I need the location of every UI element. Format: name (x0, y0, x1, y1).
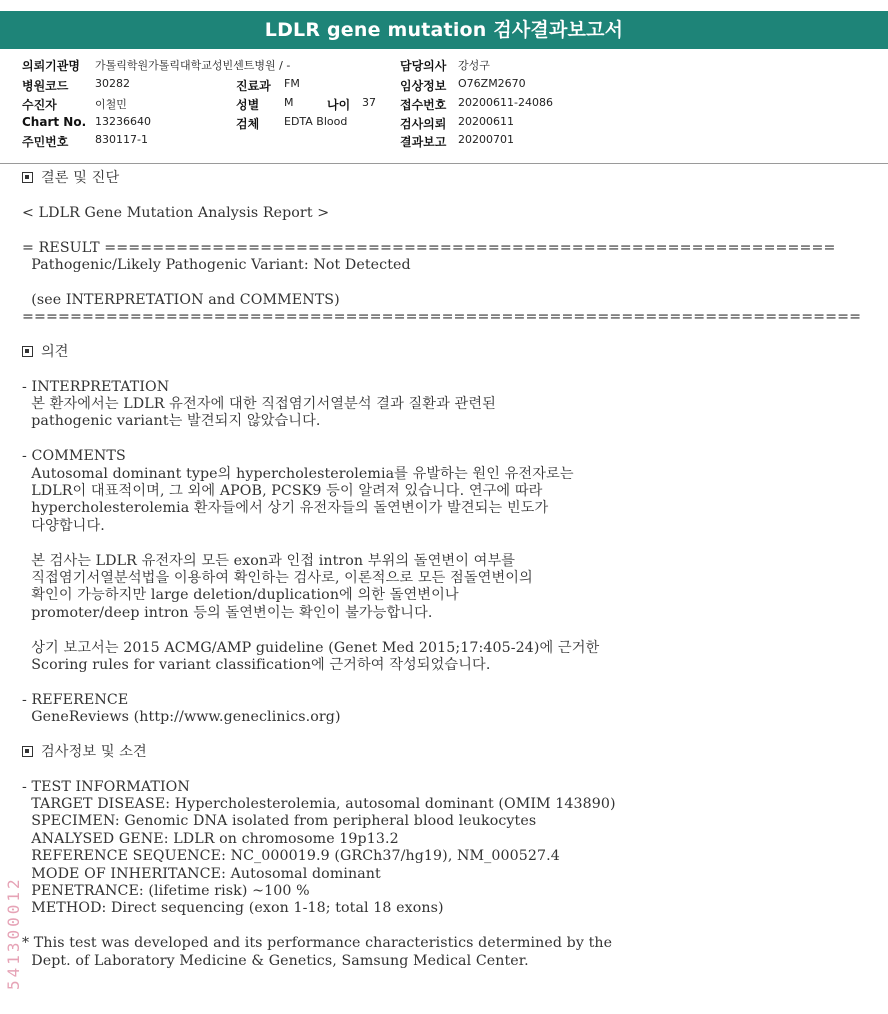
report-line: pathogenic variant는 발견되지 않았습니다. (22, 413, 321, 430)
request-date-value: 20200611 (458, 115, 514, 128)
report-line: PENETRANCE: (lifetime risk) ~100 % (22, 883, 310, 900)
side-stamp-number: 541300012 (4, 876, 23, 990)
report-line: TARGET DISEASE: Hypercholesterolemia, autosomal dominant (OMIM 143890) (22, 796, 616, 813)
sex-label: 성별 (236, 98, 260, 112)
report-line: * This test was developed and its performance characteristics determined by the (22, 935, 613, 952)
section-square-icon (22, 746, 33, 757)
receipt-no-label: 접수번호 (400, 98, 447, 112)
report-line: < LDLR Gene Mutation Analysis Report > (22, 204, 330, 221)
receipt-no-value: 20200611-24086 (458, 96, 553, 109)
sex-value: M (284, 96, 294, 109)
report-line: SPECIMEN: Genomic DNA isolated from peripheral blood leukocytes (22, 813, 537, 830)
report-line: METHOD: Direct sequencing (exon 1-18; total 18 exons) (22, 900, 444, 917)
report-line: Dept. of Laboratory Medicine & Genetics, Samsung Medical Center. (22, 952, 529, 969)
clinical-info-value: O76ZM2670 (458, 77, 526, 90)
hospital-code-value: 30282 (95, 77, 130, 90)
report-date-label: 결과보고 (400, 135, 447, 149)
header-divider (0, 163, 888, 164)
report-line: Autosomal dominant type의 hypercholesterolemia를 유발하는 원인 유전자로는 (22, 465, 574, 482)
blank-line (22, 761, 872, 778)
report-line: hypercholesterolemia 환자들에서 상기 유전자들의 돌연변이가 발견되는 빈도가 (22, 500, 549, 517)
physician-value: 강성구 (458, 59, 490, 72)
section-heading-text: 의견 (41, 343, 69, 360)
report-line: Scoring rules for variant classification에 근거하여 작성되었습니다. (22, 656, 491, 673)
report-line: REFERENCE SEQUENCE: NC_000019.9 (GRCh37/hg19), NM_000527.4 (22, 848, 560, 865)
section-heading-text: 검사정보 및 소견 (41, 743, 147, 760)
report-body (22, 170, 872, 970)
report-title: LDLR gene mutation 검사결과보고서 (0, 11, 888, 49)
report-line: - INTERPRETATION (22, 378, 170, 395)
report-line: LDLR이 대표적이며, 그 외에 APOB, PCSK9 등이 알려져 있습니다. 연구에 따라 (22, 483, 543, 500)
section-heading (22, 170, 872, 187)
age-value: 37 (362, 96, 376, 109)
section-heading-text: 결론 및 진단 (41, 170, 120, 186)
report-line: Pathogenic/Likely Pathogenic Variant: Not Detected (22, 256, 411, 273)
specimen-label: 검체 (236, 117, 260, 131)
report-line: 확인이 가능하지만 large deletion/duplication에 의한 돌연변이나 (22, 587, 459, 604)
report-line: - REFERENCE (22, 691, 129, 708)
report-line: promoter/deep intron 등의 돌연변이는 확인이 불가능합니다. (22, 604, 433, 621)
blank-line (22, 674, 872, 691)
resident-no-value: 830117-1 (95, 133, 148, 146)
specimen-value: EDTA Blood (284, 115, 348, 128)
report-line: ANALYSED GENE: LDLR on chromosome 19p13.2 (22, 830, 399, 847)
institution-value: 가톨릭학원가톨릭대학교성빈센트병원 / - (95, 59, 291, 72)
chart-no-label: Chart No. (22, 115, 87, 129)
blank-line (22, 222, 872, 239)
collector-label: 수진자 (22, 98, 57, 112)
report-line: 직접염기서열분석법을 이용하여 확인하는 검사로, 이론적으로 모든 점돌연변이의 (22, 569, 533, 586)
institution-label: 의뢰기관명 (22, 59, 80, 73)
blank-line (22, 187, 872, 204)
department-label: 진료과 (236, 79, 271, 93)
collector-value: 이철민 (95, 98, 127, 111)
report-date-value: 20200701 (458, 133, 514, 146)
patient-info-panel (0, 50, 888, 162)
chart-no-value: 13236640 (95, 115, 151, 128)
clinical-info-label: 임상정보 (400, 79, 447, 93)
section-heading (22, 344, 872, 361)
blank-line (22, 274, 872, 291)
report-line: 본 검사는 LDLR 유전자의 모든 exon과 인접 intron 부위의 돌연변이 여부를 (22, 552, 516, 569)
blank-line (22, 431, 872, 448)
report-line: ====================================================================== (22, 309, 862, 326)
report-line: = RESULT ============================================================= (22, 239, 836, 256)
section-square-icon (22, 172, 33, 183)
report-line: (see INTERPRETATION and COMMENTS) (22, 291, 340, 308)
report-line: - COMMENTS (22, 448, 126, 465)
report-line: 상기 보고서는 2015 ACMG/AMP guideline (Genet Med 2015;17:405-24)에 근거한 (22, 639, 600, 656)
blank-line (22, 327, 872, 344)
hospital-code-label: 병원코드 (22, 79, 69, 93)
section-square-icon (22, 346, 33, 357)
request-date-label: 검사의뢰 (400, 117, 447, 131)
blank-line (22, 727, 872, 744)
report-line: GeneReviews (http://www.geneclinics.org) (22, 709, 341, 726)
report-line: MODE OF INHERITANCE: Autosomal dominant (22, 865, 381, 882)
section-heading (22, 744, 872, 761)
blank-line (22, 622, 872, 639)
report-line: - TEST INFORMATION (22, 778, 190, 795)
physician-label: 담당의사 (400, 59, 447, 73)
blank-line (22, 918, 872, 935)
blank-line (22, 535, 872, 552)
blank-line (22, 361, 872, 378)
resident-no-label: 주민번호 (22, 135, 69, 149)
report-line: 본 환자에서는 LDLR 유전자에 대한 직접염기서열분석 결과 질환과 관련된 (22, 396, 496, 413)
age-label: 나이 (327, 98, 351, 112)
department-value: FM (284, 77, 300, 90)
report-line: 다양합니다. (22, 517, 105, 534)
